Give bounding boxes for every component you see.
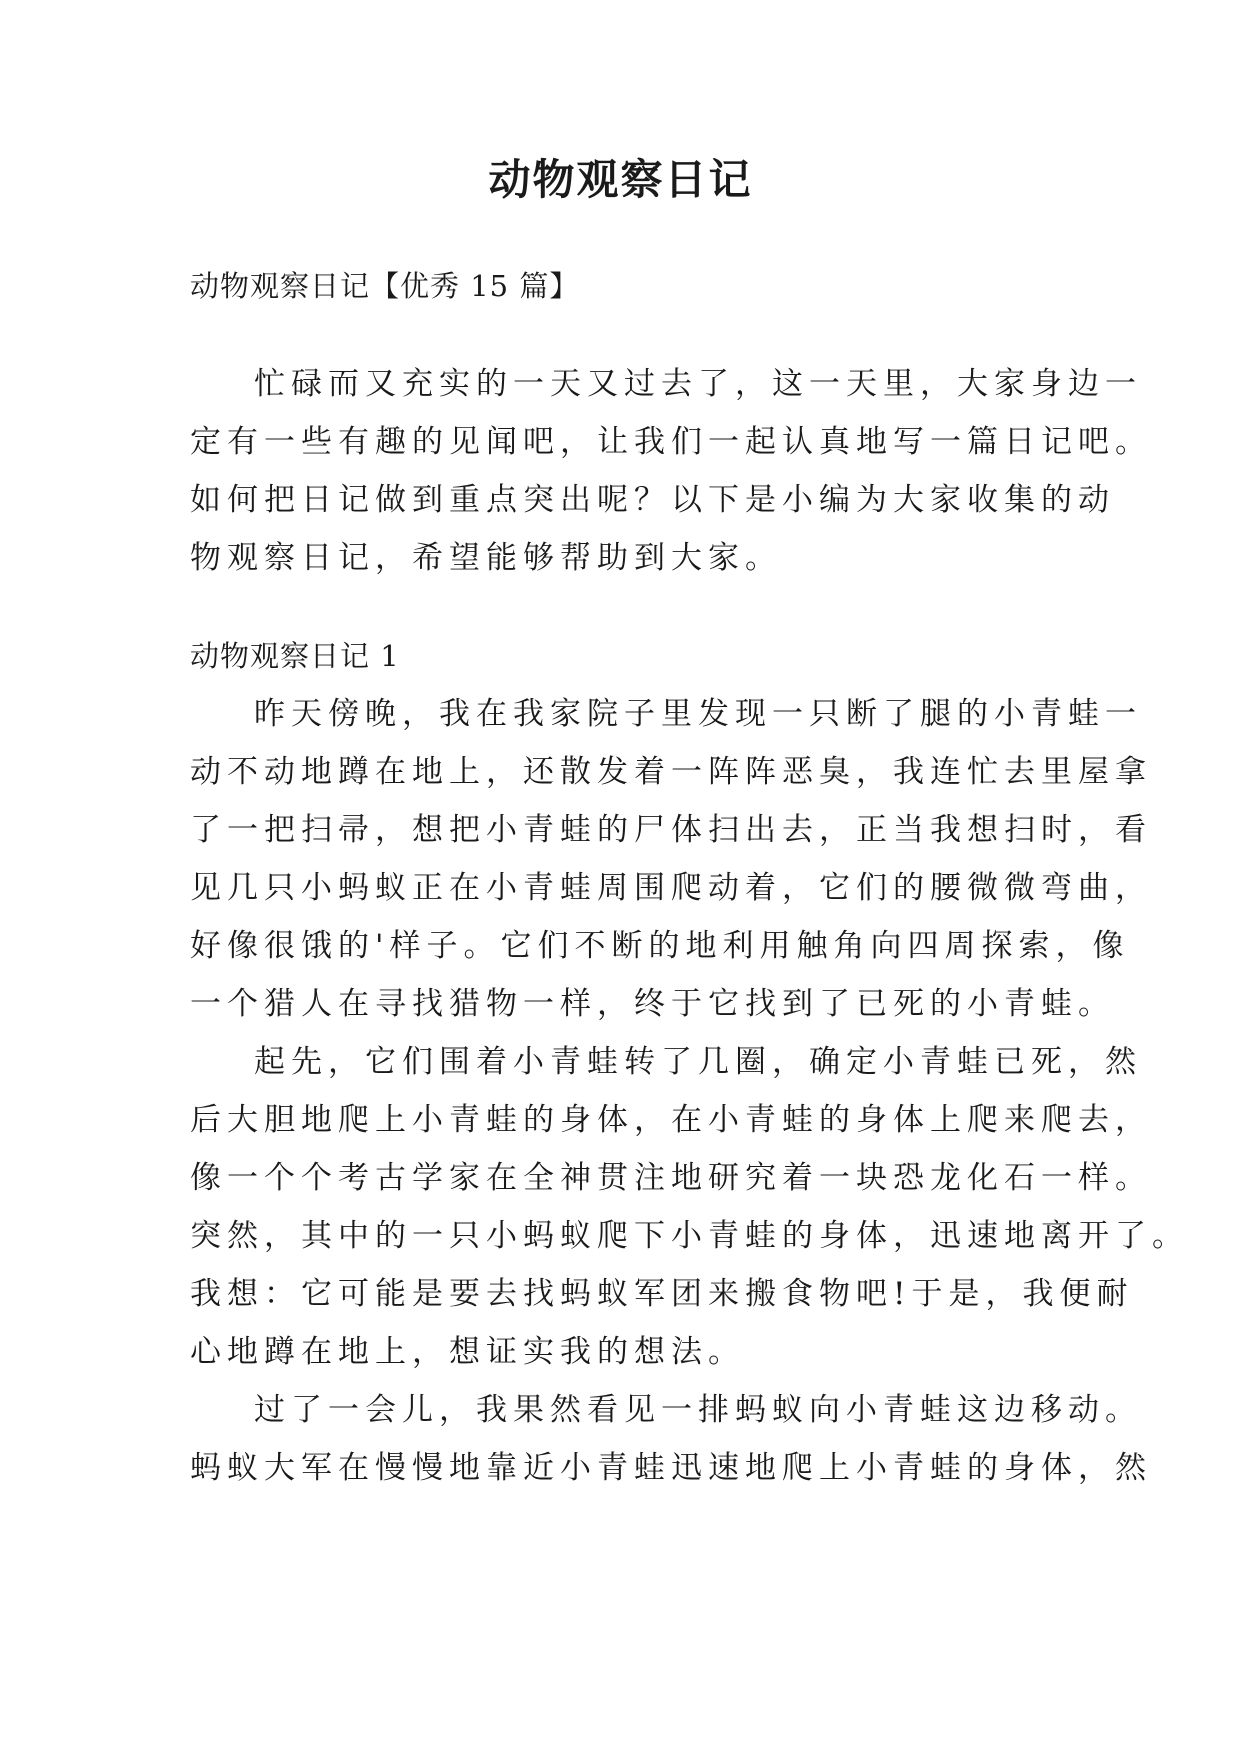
body-line: 见几只小蚂蚁正在小青蛙周围爬动着，它们的腰微微弯曲， [190,870,1152,906]
body-line: 好像很饿的'样子。它们不断的地利用触角向四周探索，像 [190,928,1130,964]
body-line: 一个猎人在寻找猎物一样，终于它找到了已死的小青蛙。 [190,986,1115,1022]
body-line: 后大胆地爬上小青蛙的身体，在小青蛙的身体上爬来爬去， [190,1102,1152,1138]
body-line: 蚂蚁大军在慢慢地靠近小青蛙迅速地爬上小青蛙的身体，然 [190,1450,1152,1486]
intro-line: 忙碌而又充实的一天又过去了，这一天里，大家身边一 [254,366,1142,402]
document-title: 动物观察日记 [488,155,753,204]
body-line: 起先，它们围着小青蛙转了几圈，确定小青蛙已死，然 [254,1044,1142,1080]
body-line: 昨天傍晚，我在我家院子里发现一只断了腿的小青蛙一 [254,696,1142,732]
intro-line: 定有一些有趣的见闻吧，让我们一起认真地写一篇日记吧。 [190,424,1152,460]
body-line: 动不动地蹲在地上，还散发着一阵阵恶臭，我连忙去里屋拿 [190,754,1152,790]
body-line: 了一把扫帚，想把小青蛙的尸体扫出去，正当我想扫时，看 [190,812,1152,848]
body-line: 我想：它可能是要去找蚂蚁军团来搬食物吧!于是，我便耐 [190,1276,1134,1312]
body-line: 心地蹲在地上，想证实我的想法。 [190,1334,745,1370]
body-line: 过了一会儿，我果然看见一排蚂蚁向小青蛙这边移动。 [254,1392,1142,1428]
body-line: 像一个个考古学家在全神贯注地研究着一块恐龙化石一样。 [190,1160,1152,1196]
intro-line: 物观察日记，希望能够帮助到大家。 [190,540,782,576]
document-subtitle: 动物观察日记【优秀 15 篇】 [190,269,580,303]
section-heading: 动物观察日记 1 [190,639,400,673]
body-line: 突然，其中的一只小蚂蚁爬下小青蛙的身体，迅速地离开了。 [190,1218,1189,1254]
intro-line: 如何把日记做到重点突出呢？以下是小编为大家收集的动 [190,482,1115,518]
